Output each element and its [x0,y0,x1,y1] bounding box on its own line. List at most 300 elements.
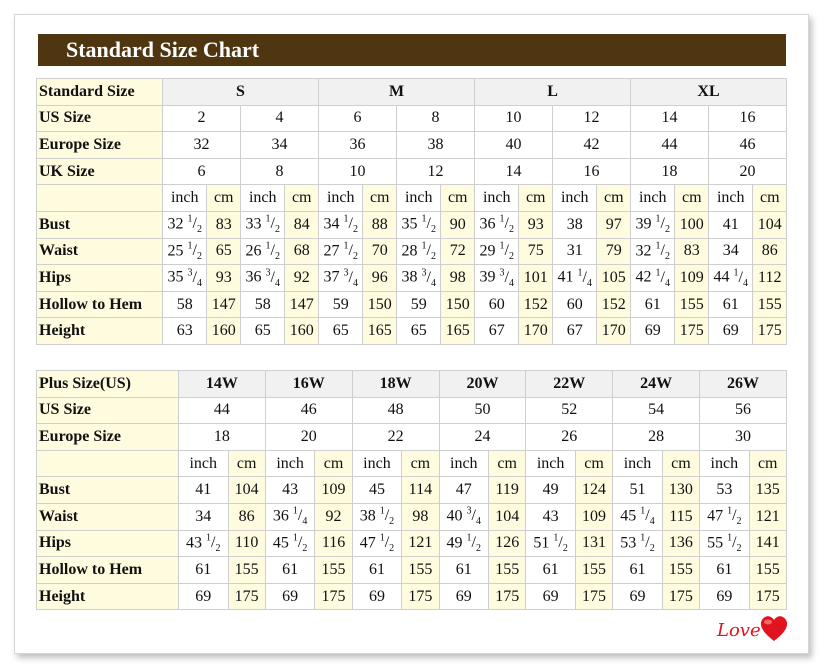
unit-row-label [37,450,179,477]
cm-value: 165 [441,318,475,345]
inch-value: 69 [613,583,663,610]
whole-number: 37 [323,268,340,286]
fraction: $^1/_4$ [640,506,655,528]
cm-value: 160 [285,318,319,345]
fraction-numerator: 3 [499,267,505,279]
cm-value: 84 [285,211,319,238]
cm-value: 104 [489,503,526,530]
fraction-numerator: 3 [466,506,472,517]
size-value: 28 [613,424,700,451]
fraction-numerator: 3 [187,267,193,279]
cm-value: 135 [749,477,786,504]
unit-inch: inch [709,185,753,212]
cm-value: 116 [315,530,352,557]
size-value: 46 [265,397,352,424]
measurement-label: Bust [37,211,163,238]
row-label: US Size [37,397,179,424]
fraction: $^1/_2$ [421,240,436,263]
fraction-denominator: 2 [352,251,358,263]
measurement-label: Waist [37,238,163,265]
fraction: $^3/_4$ [421,267,436,289]
cm-value: 175 [315,583,352,610]
inch-value: 69 [179,583,229,610]
inch-value: 41 [179,477,229,504]
inch-value [163,211,207,238]
fraction: $^1/_2$ [343,214,358,236]
fraction-numerator: 3 [343,267,349,279]
fraction-denominator: 2 [389,543,395,555]
inch-value [475,238,519,265]
size-value: 18 [179,424,266,451]
fraction: $^1/_2$ [379,506,395,528]
whole-number: 35 [401,215,418,233]
inch-value [709,265,753,292]
inch-value: 69 [709,318,753,345]
size-value: 14 [631,105,709,132]
cm-value: 88 [363,211,397,238]
whole-number: 27 [323,241,340,259]
unit-inch: inch [475,185,519,212]
cm-value: 131 [575,530,612,557]
fraction-denominator: 2 [508,251,514,263]
inch-value [319,211,363,238]
fraction-numerator: 1 [421,214,427,225]
size-value: 18 [631,158,709,185]
inch-value: 38 [553,211,597,238]
unit-cm: cm [207,185,241,212]
cm-value: 109 [575,503,612,530]
cm-value: 109 [675,265,709,292]
unit-cm: cm [675,185,709,212]
size-name: L [475,79,631,106]
inch-value: 69 [631,318,675,345]
size-value: 26 [526,424,613,451]
inch-value [396,211,440,238]
size-value: 16 [553,158,631,185]
cm-value: 152 [519,291,553,318]
inch-value [439,530,489,557]
inch-value [240,211,284,238]
fraction: $^1/_2$ [379,532,395,555]
size-value: 8 [240,158,318,185]
whole-number: 43 [186,533,203,551]
fraction-numerator: 1 [265,240,271,252]
fraction-denominator: 2 [389,516,395,528]
inch-value: 58 [240,291,284,318]
fraction-numerator: 1 [187,214,193,225]
cm-value: 83 [675,238,709,265]
fraction-denominator: 2 [196,251,202,263]
whole-number: 40 [446,507,463,525]
whole-number: 35 [167,268,184,286]
whole-number: 26 [245,241,262,259]
fraction-denominator: 2 [664,251,670,263]
fraction-numerator: 1 [733,267,739,279]
inch-value [319,265,363,292]
unit-inch: inch [396,185,440,212]
inch-value: 45 [352,477,402,504]
measurement-label: Waist [37,503,179,530]
cm-value: 119 [489,477,526,504]
size-value: 48 [352,397,439,424]
cm-value: 124 [575,477,612,504]
whole-number: 36 [272,507,289,525]
cm-value: 155 [749,557,786,584]
fraction-numerator: 1 [640,532,646,544]
size-value: 4 [240,105,318,132]
cm-value: 150 [441,291,475,318]
inch-value [700,530,750,557]
fraction: $^1/_2$ [499,214,514,236]
size-value: 6 [319,105,397,132]
fraction: $^1/_2$ [466,532,481,555]
unit-cm: cm [285,185,319,212]
cm-value: 175 [402,583,439,610]
inch-value [700,503,750,530]
fraction-numerator: 1 [553,532,559,544]
size-value: 44 [179,397,266,424]
size-name: 16W [265,371,352,398]
inch-value: 69 [265,583,315,610]
fraction-numerator: 1 [206,532,212,544]
fraction: $^3/_4$ [466,506,481,528]
fraction-numerator: 1 [292,532,298,544]
conversion-row [37,158,787,185]
cm-value: 109 [315,477,352,504]
fraction: $^1/_2$ [655,240,670,263]
unit-cm: cm [575,450,612,477]
fraction: $^1/_2$ [421,214,436,236]
inch-value [179,530,229,557]
unit-row [37,185,787,212]
measurement-label: Hips [37,530,179,557]
unit-inch: inch [265,450,315,477]
inch-value: 61 [631,291,675,318]
fraction-numerator: 1 [379,532,385,544]
inch-value: 67 [475,318,519,345]
inch-value: 60 [553,291,597,318]
cm-value: 86 [228,503,265,530]
cm-value: 147 [207,291,241,318]
fraction: $^1/_2$ [727,506,742,528]
cm-value: 136 [662,530,699,557]
unit-cm: cm [489,450,526,477]
size-value: 10 [475,105,553,132]
fraction: $^1/_2$ [206,532,221,555]
size-value: 38 [396,132,474,159]
whole-number: 53 [620,533,637,551]
inch-value: 69 [700,583,750,610]
whole-number: 36 [245,268,262,286]
cm-value: 175 [753,318,787,345]
fraction: $^1/_4$ [577,267,592,289]
size-value: 34 [240,132,318,159]
unit-cm: cm [363,185,397,212]
unit-inch: inch [439,450,489,477]
inch-value [631,211,675,238]
inch-value: 61 [613,557,663,584]
fraction: $^1/_2$ [187,214,202,236]
measurement-row [37,477,787,504]
fraction-denominator: 4 [274,277,280,289]
fraction-numerator: 1 [499,240,505,252]
size-value: 2 [163,105,241,132]
inch-value [352,530,402,557]
conversion-row [37,132,787,159]
row-label: US Size [37,105,163,132]
size-name: 22W [526,371,613,398]
fraction-denominator: 2 [508,224,514,236]
whole-number: 29 [479,241,496,259]
fraction-denominator: 4 [649,516,655,528]
size-value: 10 [319,158,397,185]
inch-value: 51 [613,477,663,504]
inch-value: 65 [319,318,363,345]
size-value: 6 [163,158,241,185]
measurement-row [37,557,787,584]
fraction-denominator: 2 [274,224,280,236]
unit-row [37,450,787,477]
inch-value: 59 [396,291,440,318]
cm-value: 175 [675,318,709,345]
fraction-numerator: 3 [265,267,271,279]
unit-cm: cm [228,450,265,477]
inch-value: 60 [475,291,519,318]
inch-value [265,503,315,530]
row-label: Europe Size [37,132,163,159]
cm-value: 93 [207,265,241,292]
inch-value [396,238,440,265]
size-header-row [37,79,787,106]
fraction-numerator: 1 [343,214,349,225]
fraction: $^1/_2$ [655,214,670,236]
fraction: $^1/_4$ [655,267,670,289]
fraction: $^1/_4$ [733,267,748,289]
inch-value: 59 [319,291,363,318]
whole-number: 47 [359,533,376,551]
size-name: 26W [700,371,787,398]
whole-number: 32 [167,215,184,233]
size-name: M [319,79,475,106]
fraction: $^1/_2$ [640,532,655,555]
cm-value: 104 [228,477,265,504]
cm-value: 175 [228,583,265,610]
cm-value: 65 [207,238,241,265]
cm-value: 90 [441,211,475,238]
inch-value: 34 [709,238,753,265]
size-name: XL [631,79,787,106]
cm-value: 93 [519,211,553,238]
fraction: $^1/_2$ [727,532,742,555]
measurement-label: Hips [37,265,163,292]
inch-value [240,265,284,292]
inch-value [163,265,207,292]
fraction-numerator: 1 [379,506,385,517]
love-watermark-text: Love [717,620,761,641]
inch-value [553,265,597,292]
cm-value: 175 [575,583,612,610]
whole-number: 25 [167,241,184,259]
fraction: $^1/_2$ [553,532,568,555]
unit-inch: inch [526,450,576,477]
fraction-numerator: 1 [727,506,733,517]
cm-value: 75 [519,238,553,265]
fraction: $^1/_2$ [265,214,280,236]
cm-value: 112 [753,265,787,292]
cm-value: 79 [597,238,631,265]
size-value: 50 [439,397,526,424]
cm-value: 130 [662,477,699,504]
inch-value: 58 [163,291,207,318]
size-value: 12 [396,158,474,185]
whole-number: 39 [479,268,496,286]
measurement-label: Hollow to Hem [37,557,179,584]
size-value: 54 [613,397,700,424]
fraction: $^3/_4$ [499,267,514,289]
cm-value: 147 [285,291,319,318]
unit-inch: inch [319,185,363,212]
size-name: 24W [613,371,700,398]
fraction-numerator: 1 [640,506,646,517]
cm-value: 104 [753,211,787,238]
cm-value: 141 [749,530,786,557]
unit-inch: inch [179,450,229,477]
cm-value: 101 [519,265,553,292]
fraction-denominator: 4 [302,516,308,528]
cm-value: 114 [402,477,439,504]
cm-value: 175 [489,583,526,610]
fraction-denominator: 2 [476,543,481,555]
fraction: $^1/_2$ [292,532,308,555]
size-value: 12 [553,105,631,132]
unit-cm: cm [597,185,631,212]
row-label: Europe Size [37,424,179,451]
unit-cm: cm [441,185,475,212]
inch-value [631,238,675,265]
size-value: 22 [352,424,439,451]
cm-value: 72 [441,238,475,265]
measurement-row [37,530,787,557]
cm-value: 70 [363,238,397,265]
fraction-denominator: 2 [352,224,358,236]
inch-value [396,265,440,292]
inch-value: 49 [526,477,576,504]
inch-value: 41 [709,211,753,238]
fraction-denominator: 2 [274,251,280,263]
unit-cm: cm [519,185,553,212]
cm-value: 105 [597,265,631,292]
size-value: 42 [553,132,631,159]
unit-inch: inch [631,185,675,212]
cm-value: 175 [662,583,699,610]
inch-value: 65 [396,318,440,345]
inch-value [631,265,675,292]
unit-cm: cm [315,450,352,477]
whole-number: 45 [620,507,637,525]
measurement-label: Height [37,318,163,345]
whole-number: 39 [635,215,652,233]
whole-number: 47 [707,507,724,525]
whole-number: 38 [401,268,418,286]
fraction-denominator: 2 [430,251,436,263]
whole-number: 36 [479,215,496,233]
cm-value: 92 [315,503,352,530]
inch-value: 61 [439,557,489,584]
size-value: 46 [709,132,787,159]
inch-value: 31 [553,238,597,265]
fraction-denominator: 2 [664,224,670,236]
cm-value: 175 [749,583,786,610]
cm-value: 155 [575,557,612,584]
cm-value: 155 [675,291,709,318]
cm-value: 160 [207,318,241,345]
inch-value: 53 [700,477,750,504]
fraction-numerator: 1 [727,532,733,544]
cm-value: 152 [597,291,631,318]
fraction-numerator: 1 [466,532,472,544]
measurement-row [37,318,787,345]
fraction: $^3/_4$ [265,267,280,289]
size-value: 36 [319,132,397,159]
inch-value [352,503,402,530]
row-label: UK Size [37,158,163,185]
cm-value: 115 [662,503,699,530]
cm-value: 126 [489,530,526,557]
fraction-numerator: 1 [343,240,349,252]
fraction: $^3/_4$ [187,267,202,289]
fraction-denominator: 4 [586,277,592,289]
cm-value: 150 [363,291,397,318]
measurement-label: Bust [37,477,179,504]
unit-row-label [37,185,163,212]
inch-value: 61 [709,291,753,318]
size-value: 52 [526,397,613,424]
fraction-denominator: 4 [352,277,358,289]
inch-value [526,530,576,557]
inch-value [319,238,363,265]
fraction-denominator: 2 [215,543,221,555]
fraction-denominator: 4 [196,277,202,289]
size-header-label: Plus Size(US) [37,371,179,398]
unit-inch: inch [553,185,597,212]
fraction-numerator: 1 [421,240,427,252]
whole-number: 55 [707,533,724,551]
measurement-row [37,291,787,318]
cm-value: 86 [753,238,787,265]
unit-inch: inch [163,185,207,212]
cm-value: 92 [285,265,319,292]
measurement-row [37,265,787,292]
whole-number: 44 [713,268,730,286]
unit-cm: cm [753,185,787,212]
cm-value: 98 [441,265,475,292]
inch-value [475,265,519,292]
cm-value: 155 [402,557,439,584]
whole-number: 51 [533,533,550,551]
size-value: 32 [163,132,241,159]
size-name: 14W [179,371,266,398]
fraction: $^1/_2$ [187,240,202,263]
inch-value: 61 [179,557,229,584]
size-header-label: Standard Size [37,79,163,106]
size-value: 40 [475,132,553,159]
inch-value: 61 [526,557,576,584]
unit-cm: cm [749,450,786,477]
cm-value: 155 [489,557,526,584]
size-value: 24 [439,424,526,451]
plus-size-table [36,370,787,610]
fraction-numerator: 1 [265,214,271,225]
